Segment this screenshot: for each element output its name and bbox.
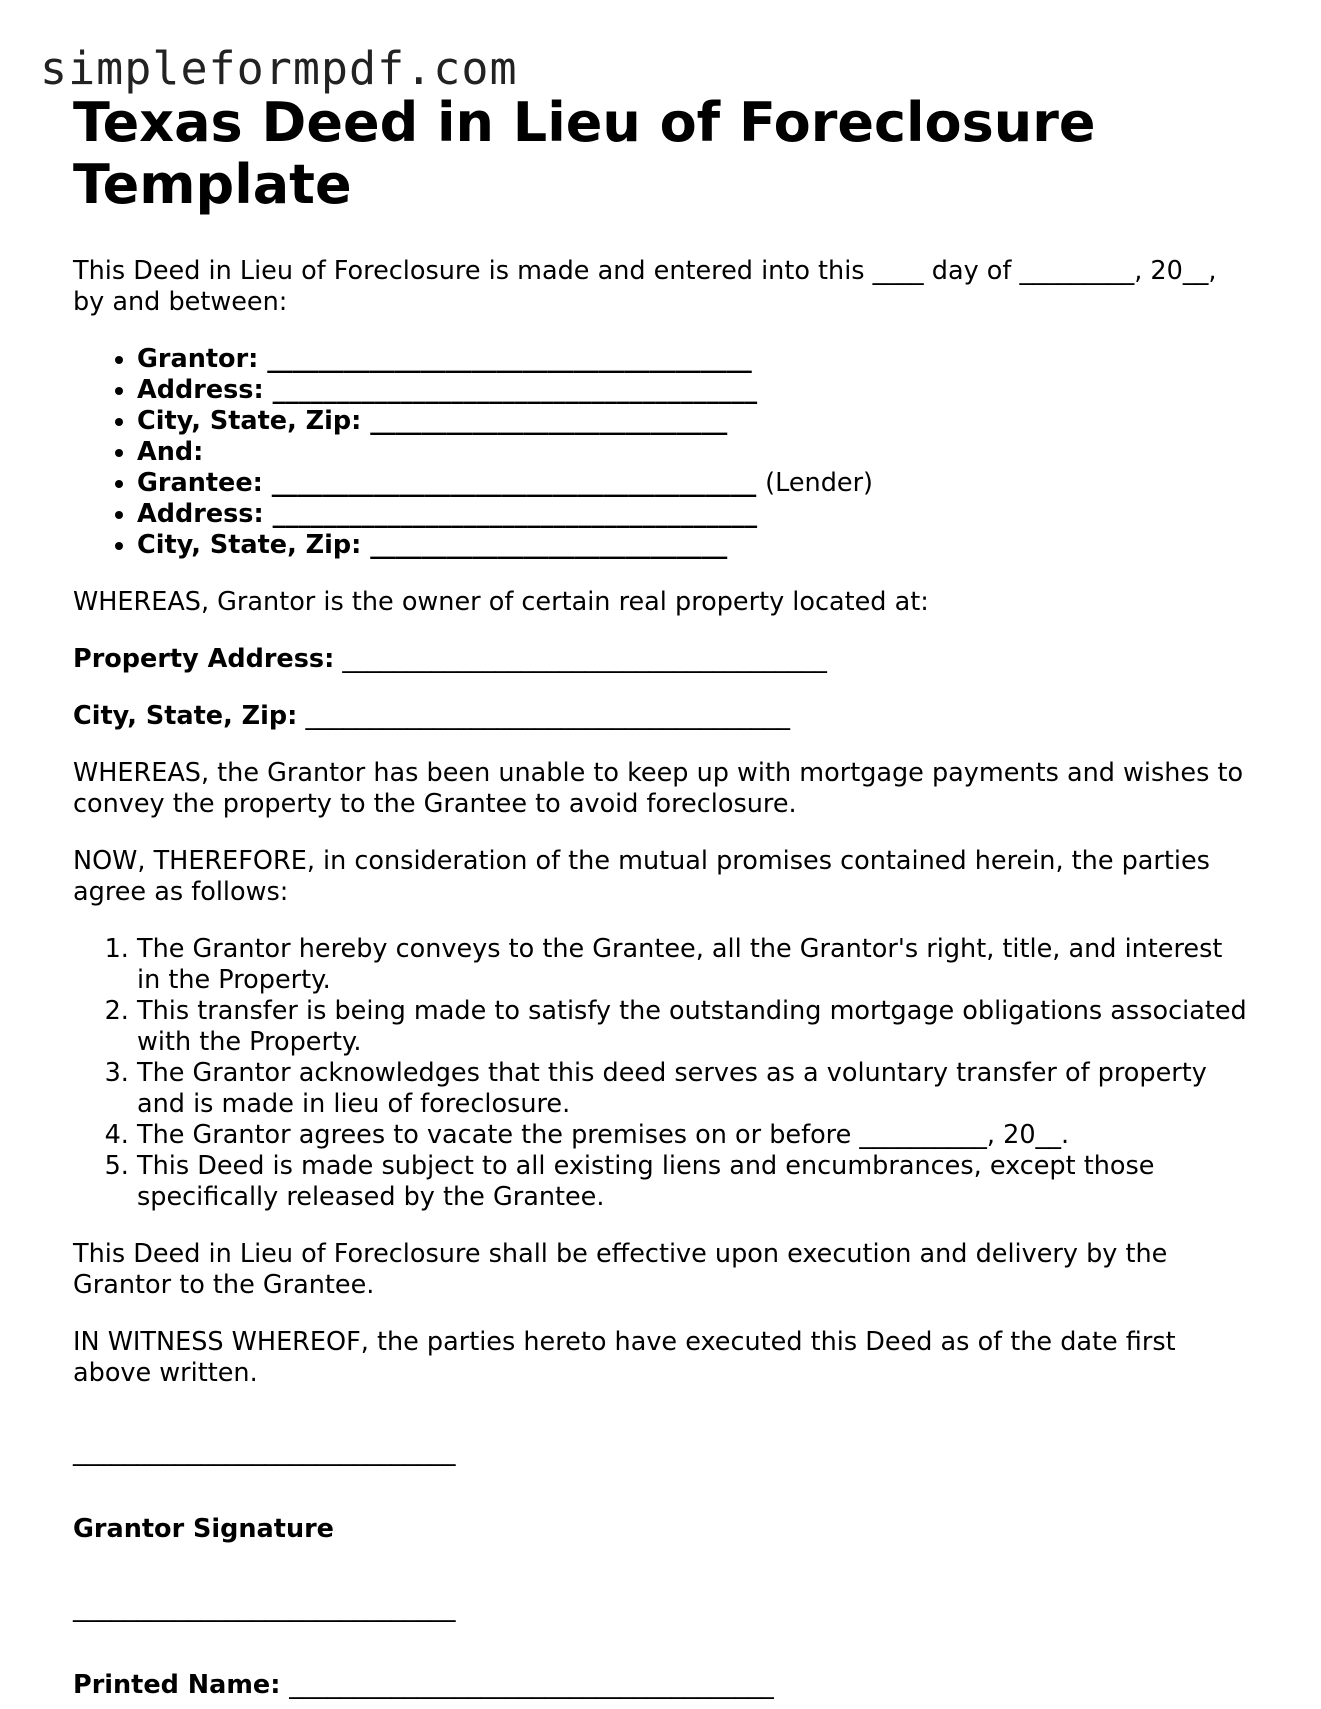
list-item: 4. The Grantor agrees to vacate the premises on or before __________, 20__. — [137, 1120, 1253, 1151]
party-label: Grantee: — [137, 468, 263, 498]
list-item: 2. This transfer is being made to satisfy the outstanding mortgage obligations associated with the Property. — [137, 996, 1253, 1058]
property-address-blank: ______________________________________ — [342, 644, 827, 674]
list-item: 3. The Grantor acknowledges that this deed serves as a voluntary transfer of property and is made in lieu of foreclosure. — [137, 1058, 1253, 1120]
grantor-signature-label: Grantor Signature — [73, 1514, 334, 1544]
whereas-unable-paragraph: WHEREAS, the Grantor has been unable to keep up with mortgage payments and wishes to convey the property to the Grantee to avoid foreclosure. — [73, 758, 1244, 819]
printed-name-blank: ______________________________________ — [289, 1670, 774, 1700]
party-label: Address: — [137, 499, 264, 529]
parties-list — [73, 344, 1253, 561]
party-label: City, State, Zip: — [137, 406, 362, 436]
party-blank: ____________________________ — [370, 406, 728, 436]
now-therefore-paragraph: NOW, THEREFORE, in consideration of the mutual promises contained herein, the parties agree as follows: — [73, 846, 1210, 907]
whereas-owner-paragraph: WHEREAS, Grantor is the owner of certain real property located at: — [73, 587, 929, 617]
list-item — [137, 437, 1253, 468]
list-item — [137, 375, 1253, 406]
list-item — [137, 406, 1253, 437]
party-blank: ______________________________________ — [271, 468, 757, 498]
party-blank: ______________________________________ — [267, 344, 752, 374]
property-address-line — [73, 644, 1253, 675]
printed-name-signature-line: ______________________________ — [73, 1593, 456, 1623]
printed-name-line — [73, 1670, 1253, 1701]
watermark: simpleformpdf.com — [40, 42, 518, 95]
property-city-label: City, State, Zip: — [73, 701, 298, 731]
party-blank: ______________________________________ — [272, 499, 758, 529]
party-blank: ____________________________ — [370, 530, 728, 560]
effective-paragraph: This Deed in Lieu of Foreclosure shall be effective upon execution and delivery by the Grantor to the Grantee. — [73, 1239, 1168, 1300]
terms-list — [73, 934, 1253, 1213]
list-item — [137, 499, 1253, 530]
party-label: And: — [137, 437, 204, 467]
document-title: Texas Deed in Lieu of Foreclosure Template — [73, 91, 1096, 216]
party-label: Grantor: — [137, 344, 259, 374]
printed-name-label: Printed Name: — [73, 1670, 281, 1700]
list-item — [137, 530, 1253, 561]
list-item — [137, 468, 1253, 499]
party-suffix: (Lender) — [765, 468, 874, 498]
property-city-blank: ______________________________________ — [305, 701, 790, 731]
party-label: Address: — [137, 375, 264, 405]
witness-paragraph: IN WITNESS WHEREOF, the parties hereto have executed this Deed as of the date first above written. — [73, 1327, 1176, 1388]
party-blank: ______________________________________ — [272, 375, 758, 405]
document-page — [73, 92, 1253, 1701]
list-item: 1. The Grantor hereby conveys to the Grantee, all the Grantor's right, title, and interest in the Property. — [137, 934, 1253, 996]
property-address-label: Property Address: — [73, 644, 335, 674]
list-item — [137, 344, 1253, 375]
party-label: City, State, Zip: — [137, 530, 362, 560]
property-city-line — [73, 701, 1253, 732]
signature-line: ______________________________ — [73, 1437, 456, 1467]
intro-paragraph: This Deed in Lieu of Foreclosure is made and entered into this ____ day of _________, 20__, by and between: — [73, 256, 1217, 317]
list-item: 5. This Deed is made subject to all existing liens and encumbrances, except those specifically released by the Grantee. — [137, 1151, 1253, 1213]
